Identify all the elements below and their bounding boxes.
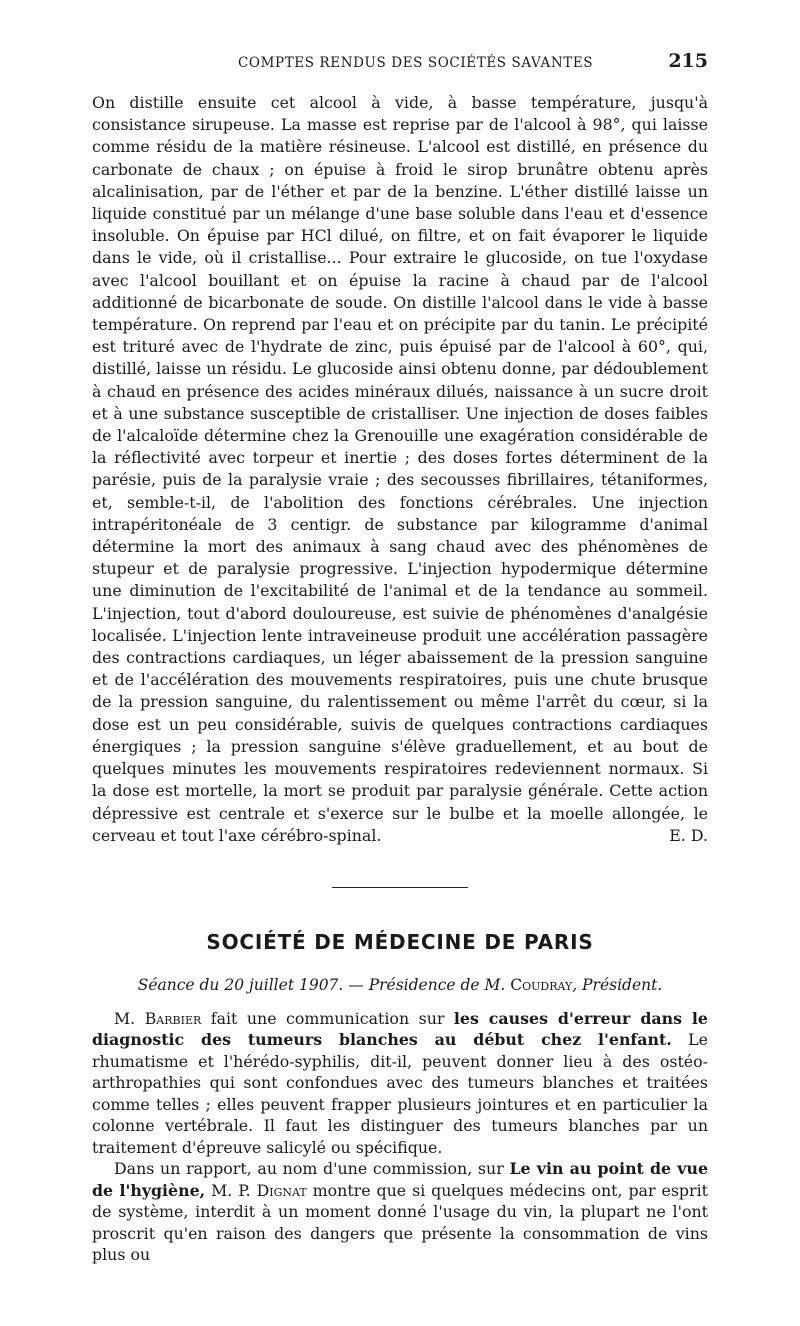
article-text: On distille ensuite cet alcool à vide, à basse température, jusqu'à consistance sirupeuse. La masse est reprise par de l'alcool à 98°, qui laisse comme résidu de la matière résineuse. L'alcool est distillé, en présence du carbonate de chaux ; on épuise à froid le sirop brunâtre obtenu après alcalinisation, par de l'éther et par de la benzine. L'éther distillé laisse un liquide constitué par un mélange d'une base soluble dans l'eau et d'essence insoluble. On épuise par HCl dilué, on filtre, et on fait évaporer le liquide dans le vide, où il cristallise... Pour extraire le glucoside, on tue l'oxydase avec l'alcool bouillant et on épuise la racine à chaud par de l'alcool additionné de bicarbonate de soude. On distille l'alcool dans le vide à basse température. On reprend par l'eau et on précipite par du tanin. Le précipité est trituré avec de l'hydrate de zinc, puis épuisé par de l'alcool à 60°, qui, distillé, laisse un résidu. Le glucoside ainsi obtenu donne, par dédoublement à chaud en présence des acides minéraux dilués, naissance à un sucre droit et à une substance susceptible de cristalliser. Une injection de doses faibles de l'alcaloïde détermine chez la Grenouille une exagération considérable de la réflectivité avec torpeur et inertie ; des doses fortes déterminent de la parésie, puis de la paralysie vraie ; des secousses fibrillaires, tétaniformes, et, semble-t-il, de l'abolition des fonctions cérébrales. Une injection intrapéritonéale de 3 centigr. de substance par kilogramme d'animal détermine la mort des animaux à sang chaud avec des phénomènes de stupeur et de paralysie progressive. L'injection hypodermique détermine une diminution de l'excitabilité de l'animal et de la tendance au sommeil. L'injection, tout d'abord douloureuse, est suivie de phénomènes d'analgésie localisée. L'injection lente intraveineuse produit une accélération passagère des contractions cardiaques, un léger abaissement de la pression sanguine et de l'accélération des mouvements respiratoires, puis une chute brusque de la pression sanguine, du ralentissement ou même l'arrêt du cœur, si la dose est un peu considérable, suivis de quelques contractions cardiaques énergiques ; la pression sanguine s'élève graduellement, et au bout de quelques minutes les mouvements respiratoires redeviennent normaux. Si la dose est mortelle, la mort se produit par paralysie générale. Cette action dépressive est centrale et s'exerce sur le bulbe et la moelle allongée, le cerveau et tout l'axe cérébro-spinal. (92, 93, 708, 845)
president-suffix: , Président. (572, 975, 663, 994)
speaker-name: Barbier (144, 1008, 202, 1028)
session-prefix: Séance du 20 juillet 1907. — Présidence de M. (137, 975, 506, 994)
speaker-title: M. P. (205, 1180, 251, 1200)
document-page (92, 50, 708, 1266)
section-divider (332, 887, 468, 888)
communication-body: Le rhumatisme et l'hérédo-syphilis, dit-il, peuvent donner lieu à des ostéo-arthropathies qui sont confondues avec des tumeurs blanches et traitées comme telles ; elles peuvent frapper plusieurs jointures et en particulier la colonne vertébrale. Il faut les distinguer des tumeurs blanches par un traitement d'épreuve salicylé ou spécifique. (92, 1030, 708, 1157)
communication-paragraph (92, 1008, 708, 1159)
running-header (92, 50, 708, 72)
session-line (92, 976, 708, 994)
running-title: COMPTES RENDUS DES SOCIÉTÉS SAVANTES (238, 55, 594, 71)
article-signature: E. D. (669, 825, 708, 845)
society-title: SOCIÉTÉ DE MÉDECINE DE PARIS (206, 929, 594, 954)
president-name: Coudray (510, 975, 573, 994)
page-number: 215 (668, 50, 708, 72)
communication-topic: les causes d'erreur dans le diagnostic des tumeurs blanches au début chez l'enfant. (92, 1008, 708, 1050)
communication-intro: Dans un rapport, au nom d'une commission, sur (114, 1159, 510, 1179)
communication-paragraph (92, 1158, 708, 1266)
speaker-name: Dignat (256, 1180, 307, 1200)
communication-body: montre que si quelques médecins ont, par esprit de système, interdit à un moment donné l'usage du vin, la plupart ne l'ont proscrit qu'en raison des dangers que présente la consommation de vins plus ou (92, 1180, 708, 1265)
speaker-title: M. (114, 1008, 136, 1028)
communication-topic: Le vin au point de vue de l'hygiène, (92, 1159, 708, 1200)
communication-intro: fait une communication sur (201, 1008, 454, 1028)
article-paragraph (92, 92, 708, 847)
